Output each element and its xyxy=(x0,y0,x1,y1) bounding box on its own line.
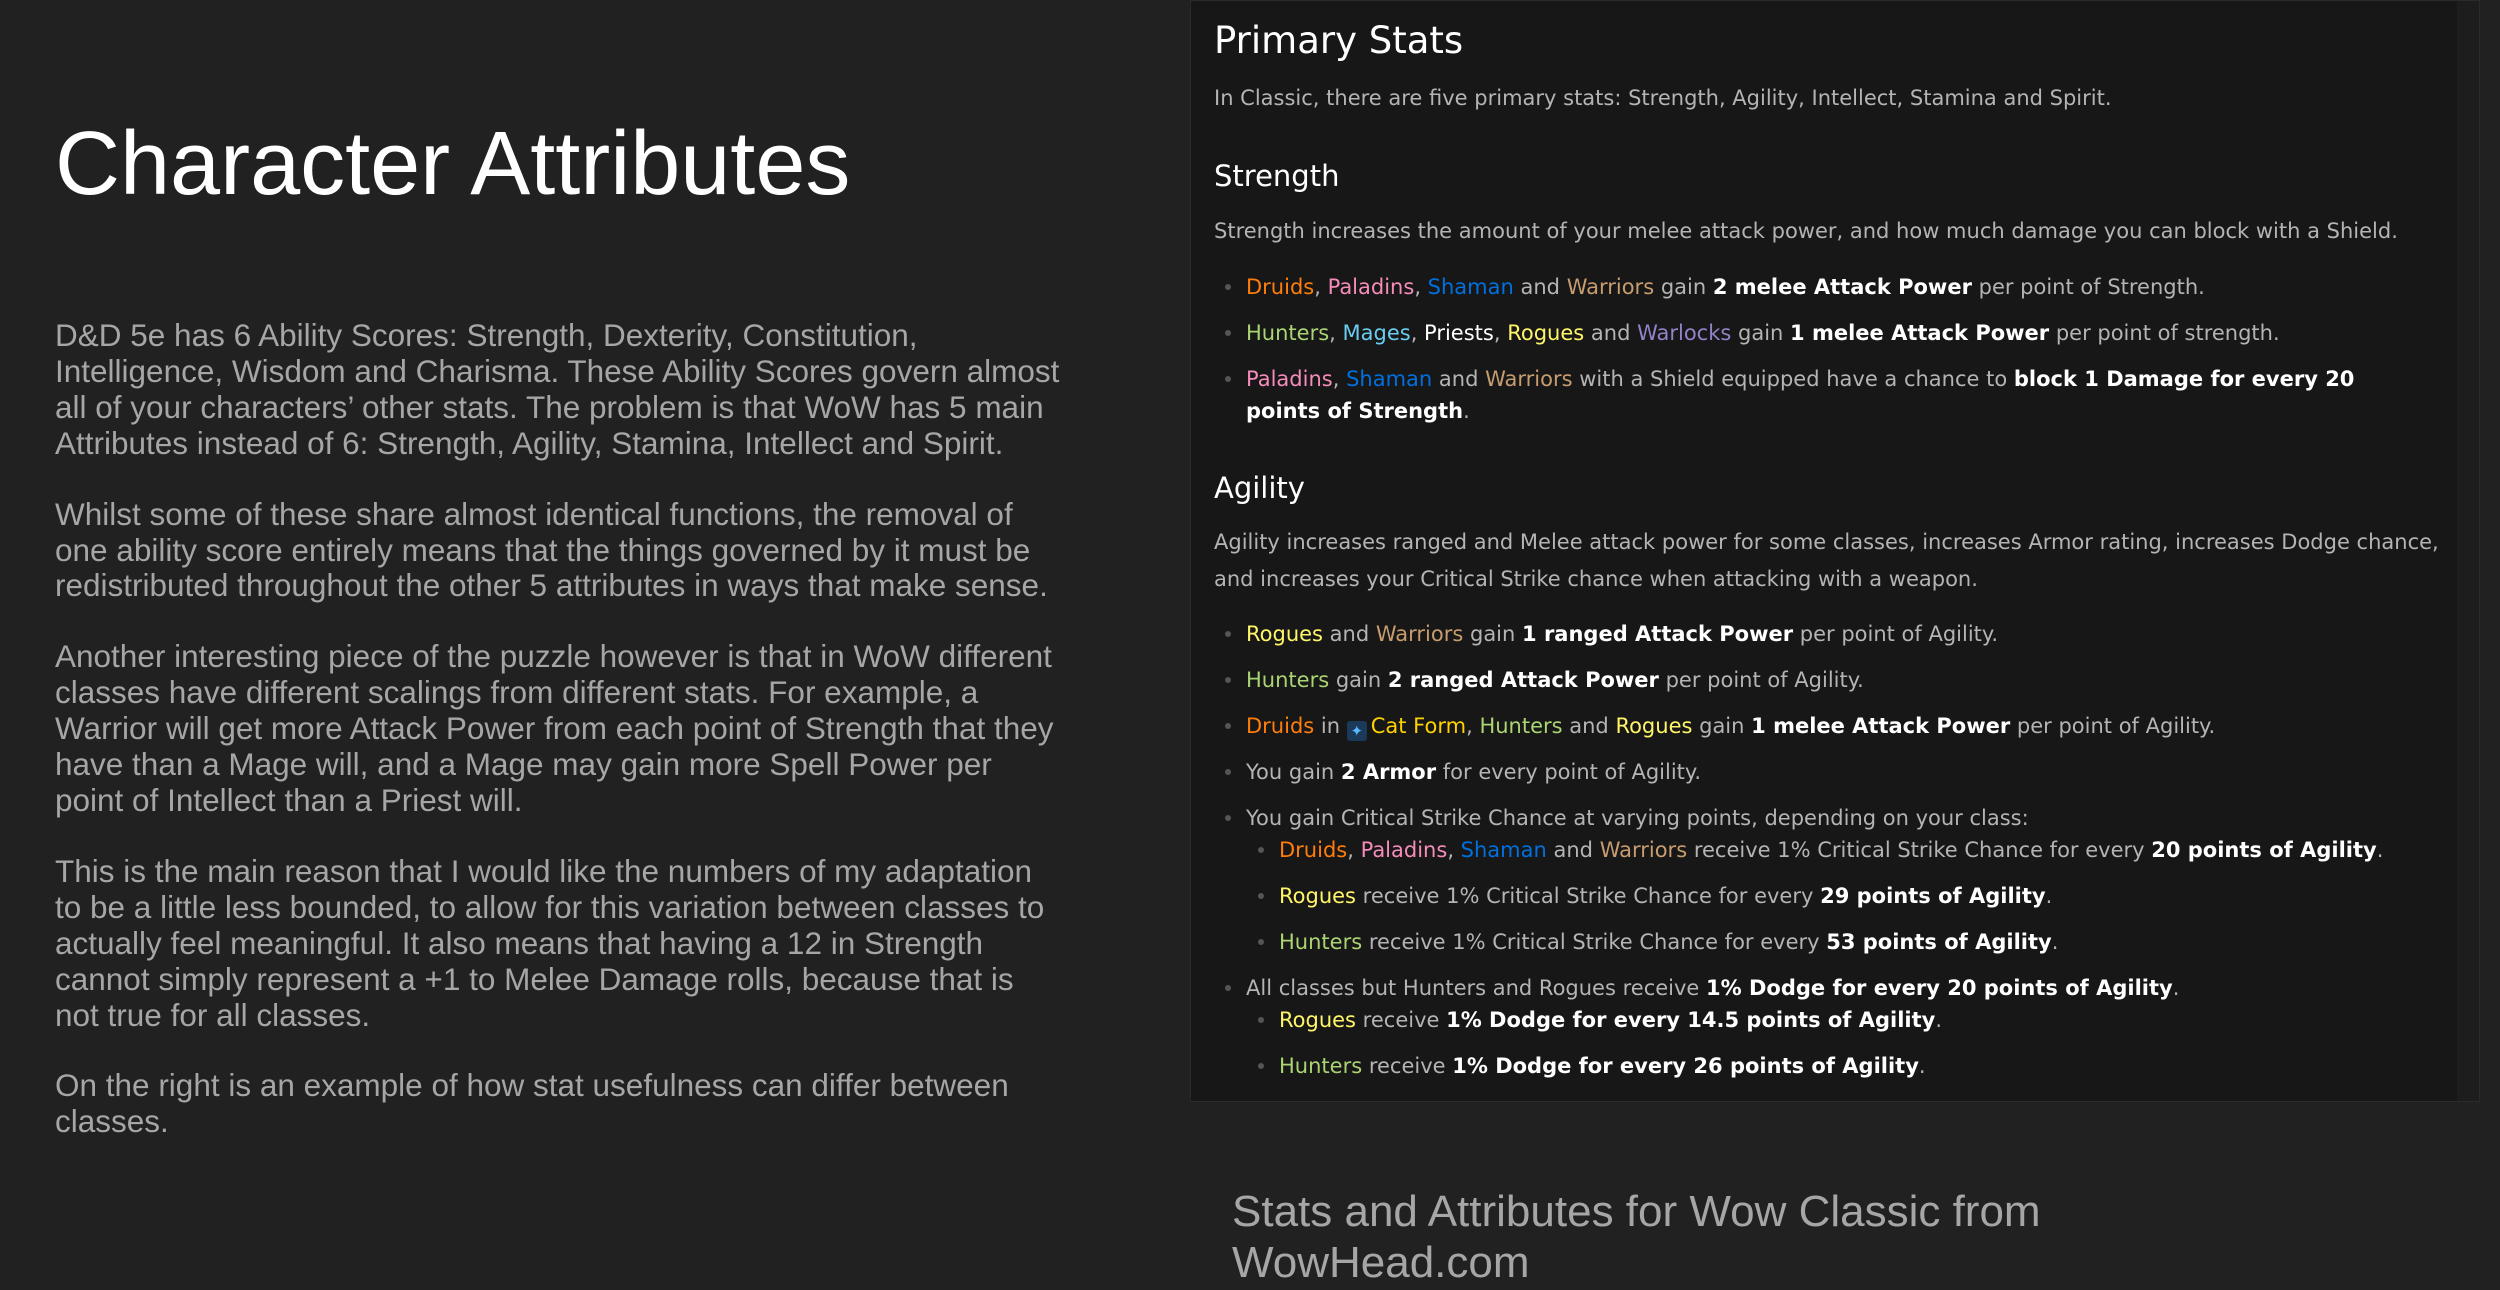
strength-bullet-3: Paladins, Shaman and Warriors with a Shield equipped have a chance to block 1 Damage for every 20 points of Strength. xyxy=(1214,363,2396,427)
agility-bullet-5 xyxy=(1214,802,2029,834)
class-hunters[interactable]: Hunters xyxy=(1246,321,1330,345)
class-druids[interactable]: Druids xyxy=(1246,275,1315,299)
agility-b4-head: You gain xyxy=(1246,760,1341,784)
agility-b3-value: 1 melee Attack Power xyxy=(1751,714,2011,738)
class-warlocks[interactable]: Warlocks xyxy=(1637,321,1732,345)
crit2-value: 29 points of Agility xyxy=(1820,884,2046,908)
agility-b5-text: You gain Critical Strike Chance at varying points, depending on your class: xyxy=(1246,806,2029,830)
class-druids[interactable]: Druids xyxy=(1279,838,1348,862)
bullet-dot xyxy=(1258,847,1264,853)
bullet-dot xyxy=(1258,893,1264,899)
agility-b3-tail: per point of Agility. xyxy=(2010,714,2216,738)
agility-bullet-3: Druids in ✦ Cat Form, Hunters and Rogues gain 1 melee Attack Power per point of Agility. xyxy=(1214,710,2215,742)
class-rogues[interactable]: Rogues xyxy=(1507,321,1585,345)
class-priests[interactable]: Priests xyxy=(1424,321,1494,345)
class-warriors[interactable]: Warriors xyxy=(1485,367,1573,391)
class-paladins[interactable]: Paladins xyxy=(1246,367,1333,391)
agility-b1-tail: per point of Agility. xyxy=(1793,622,1999,646)
body-paragraph-2: Whilst some of these share almost identical functions, the removal of one ability score entirely means that the things governed by it must be redistributed throughout the other 5 attributes in ways that make sense. xyxy=(55,495,1048,604)
strength-b1-value: 2 melee Attack Power xyxy=(1712,275,1972,299)
cat-form-icon: ✦ xyxy=(1347,721,1367,741)
strength-heading: Strength xyxy=(1214,159,1340,193)
body-paragraph-3: Another interesting piece of the puzzle however is that in WoW different classes have different scalings from different stats. For example, a Warrior will get more Attack Power from each point of Strength that they have than a Mage will, and a Mage may gain more Spell Power per point of Intellect than a Priest will. xyxy=(55,638,1054,818)
strength-b2-value: 1 melee Attack Power xyxy=(1790,321,2050,345)
agility-b2-value: 2 ranged Attack Power xyxy=(1387,668,1659,692)
class-shaman[interactable]: Shaman xyxy=(1346,367,1433,391)
agility-bullet-2: Hunters gain 2 ranged Attack Power per point of Agility. xyxy=(1214,664,1864,696)
bullet-dot xyxy=(1225,677,1231,683)
body-paragraph-1: D&D 5e has 6 Ability Scores: Strength, Dexterity, Constitution, Intelligence, Wisdom and Charisma. These Ability Scores govern almost all of your characters’ other stats. The problem is that WoW has 5 main Attributes instead of 6: Strength, Agility, Stamina, Intellect and Spirit. xyxy=(55,317,1060,461)
bullet-dot xyxy=(1258,939,1264,945)
crit1-value: 20 points of Agility xyxy=(2151,838,2377,862)
class-hunters[interactable]: Hunters xyxy=(1279,1054,1363,1078)
class-shaman[interactable]: Shaman xyxy=(1427,275,1514,299)
class-shaman[interactable]: Shaman xyxy=(1460,838,1547,862)
agility-b4-value: 2 Armor xyxy=(1340,760,1437,784)
class-hunters[interactable]: Hunters xyxy=(1246,668,1330,692)
slide-title: Character Attributes xyxy=(55,114,851,214)
agility-bullet-6: All classes but Hunters and Rogues receive 1% Dodge for every 20 points of Agility. xyxy=(1214,972,2179,1004)
crit-text: receive 1% Critical Strike Chance for every xyxy=(1687,838,2152,862)
agility-b6-value: 1% Dodge for every 20 points of Agility xyxy=(1706,976,2173,1000)
class-warriors[interactable]: Warriors xyxy=(1375,622,1464,646)
bullet-dot xyxy=(1258,1063,1264,1069)
dodge-subbullet-2: Hunters receive 1% Dodge for every 26 points of Agility. xyxy=(1214,1050,1926,1082)
class-paladins[interactable]: Paladins xyxy=(1327,275,1415,299)
panel-scrollbar-track xyxy=(2457,1,2479,1101)
crit-subbullet-3: Hunters receive 1% Critical Strike Chance for every 53 points of Agility. xyxy=(1214,926,2058,958)
crit-subbullet-2: Rogues receive 1% Critical Strike Chance for every 29 points of Agility. xyxy=(1214,880,2052,912)
crit-text: receive 1% Critical Strike Chance for every xyxy=(1356,884,1821,908)
bullet-dot xyxy=(1225,985,1231,991)
class-rogues[interactable]: Rogues xyxy=(1246,622,1323,646)
agility-b4-tail: for every point of Agility. xyxy=(1436,760,1702,784)
strength-b1-tail: per point of Strength. xyxy=(1971,275,2205,299)
agility-heading: Agility xyxy=(1214,471,1305,505)
bullet-dot xyxy=(1225,631,1231,637)
crit3-value: 53 points of Agility xyxy=(1826,930,2052,954)
body-paragraph-5: On the right is an example of how stat usefulness can differ between classes. xyxy=(55,1067,1009,1140)
wowhead-screenshot-panel xyxy=(1190,0,2480,1102)
strength-b3-value: block 1 Damage for every 20 points of Strength xyxy=(1246,367,2355,423)
class-warriors[interactable]: Warriors xyxy=(1599,838,1688,862)
class-rogues[interactable]: Rogues xyxy=(1279,1008,1356,1032)
strength-description: Strength increases the amount of your melee attack power, and how much damage you can block with a Shield. xyxy=(1214,219,2398,243)
strength-bullet-1: Druids, Paladins, Shaman and Warriors gain 2 melee Attack Power per point of Strength. xyxy=(1214,271,2205,303)
agility-description: Agility increases ranged and Melee attack power for some classes, increases Armor rating, increases Dodge chance, and increases your Critical Strike chance when attacking with a weapon. xyxy=(1214,530,2439,591)
primary-stats-intro: In Classic, there are five primary stats: Strength, Agility, Intellect, Stamina and Spirit. xyxy=(1214,86,2112,110)
primary-stats-heading: Primary Stats xyxy=(1214,19,1464,62)
dodge2-value: 1% Dodge for every 26 points of Agility xyxy=(1452,1054,1919,1078)
agility-b2-tail: per point of Agility. xyxy=(1658,668,1864,692)
source-caption: Stats and Attributes for Wow Classic from WowHead.com xyxy=(1232,1187,2041,1288)
dodge1-value: 1% Dodge for every 14.5 points of Agility xyxy=(1446,1008,1936,1032)
agility-bullet-1: Rogues and Warriors gain 1 ranged Attack Power per point of Agility. xyxy=(1214,618,1998,650)
crit-text: receive 1% Critical Strike Chance for every xyxy=(1362,930,1827,954)
strength-b3-mid: with a Shield equipped have a chance to xyxy=(1572,367,2014,391)
bullet-dot xyxy=(1225,376,1231,382)
agility-b6-head: All classes but Hunters and Rogues receive xyxy=(1246,976,1707,1000)
bullet-dot xyxy=(1225,284,1231,290)
class-mages[interactable]: Mages xyxy=(1342,321,1411,345)
agility-bullet-4 xyxy=(1214,756,1701,788)
cat-form-link[interactable]: Cat Form xyxy=(1370,714,1467,738)
bullet-dot xyxy=(1258,1017,1264,1023)
strength-bullet-2: Hunters, Mages, Priests, Rogues and Warlocks gain 1 melee Attack Power per point of strength. xyxy=(1214,317,2280,349)
bullet-dot xyxy=(1225,769,1231,775)
bullet-dot xyxy=(1225,815,1231,821)
slide-body xyxy=(55,318,1065,1175)
strength-b2-tail: per point of strength. xyxy=(2049,321,2280,345)
class-rogues[interactable]: Rogues xyxy=(1615,714,1693,738)
class-paladins[interactable]: Paladins xyxy=(1360,838,1448,862)
bullet-dot xyxy=(1225,723,1231,729)
bullet-dot xyxy=(1225,330,1231,336)
class-warriors[interactable]: Warriors xyxy=(1566,275,1655,299)
class-druids[interactable]: Druids xyxy=(1246,714,1315,738)
class-rogues[interactable]: Rogues xyxy=(1279,884,1356,908)
class-hunters[interactable]: Hunters xyxy=(1479,714,1563,738)
agility-b1-value: 1 ranged Attack Power xyxy=(1522,622,1794,646)
class-hunters[interactable]: Hunters xyxy=(1279,930,1363,954)
crit-subbullet-1: Druids, Paladins, Shaman and Warriors receive 1% Critical Strike Chance for every 20 points of Agility. xyxy=(1214,834,2383,866)
dodge-subbullet-1: Rogues receive 1% Dodge for every 14.5 points of Agility. xyxy=(1214,1004,1942,1036)
body-paragraph-4: This is the main reason that I would like the numbers of my adaptation to be a little less bounded, to allow for this variation between classes to actually feel meaningful. It also means that having a 12 in Strength cannot simply represent a +1 to Melee Damage rolls, because that is not true for all classes. xyxy=(55,852,1045,1033)
